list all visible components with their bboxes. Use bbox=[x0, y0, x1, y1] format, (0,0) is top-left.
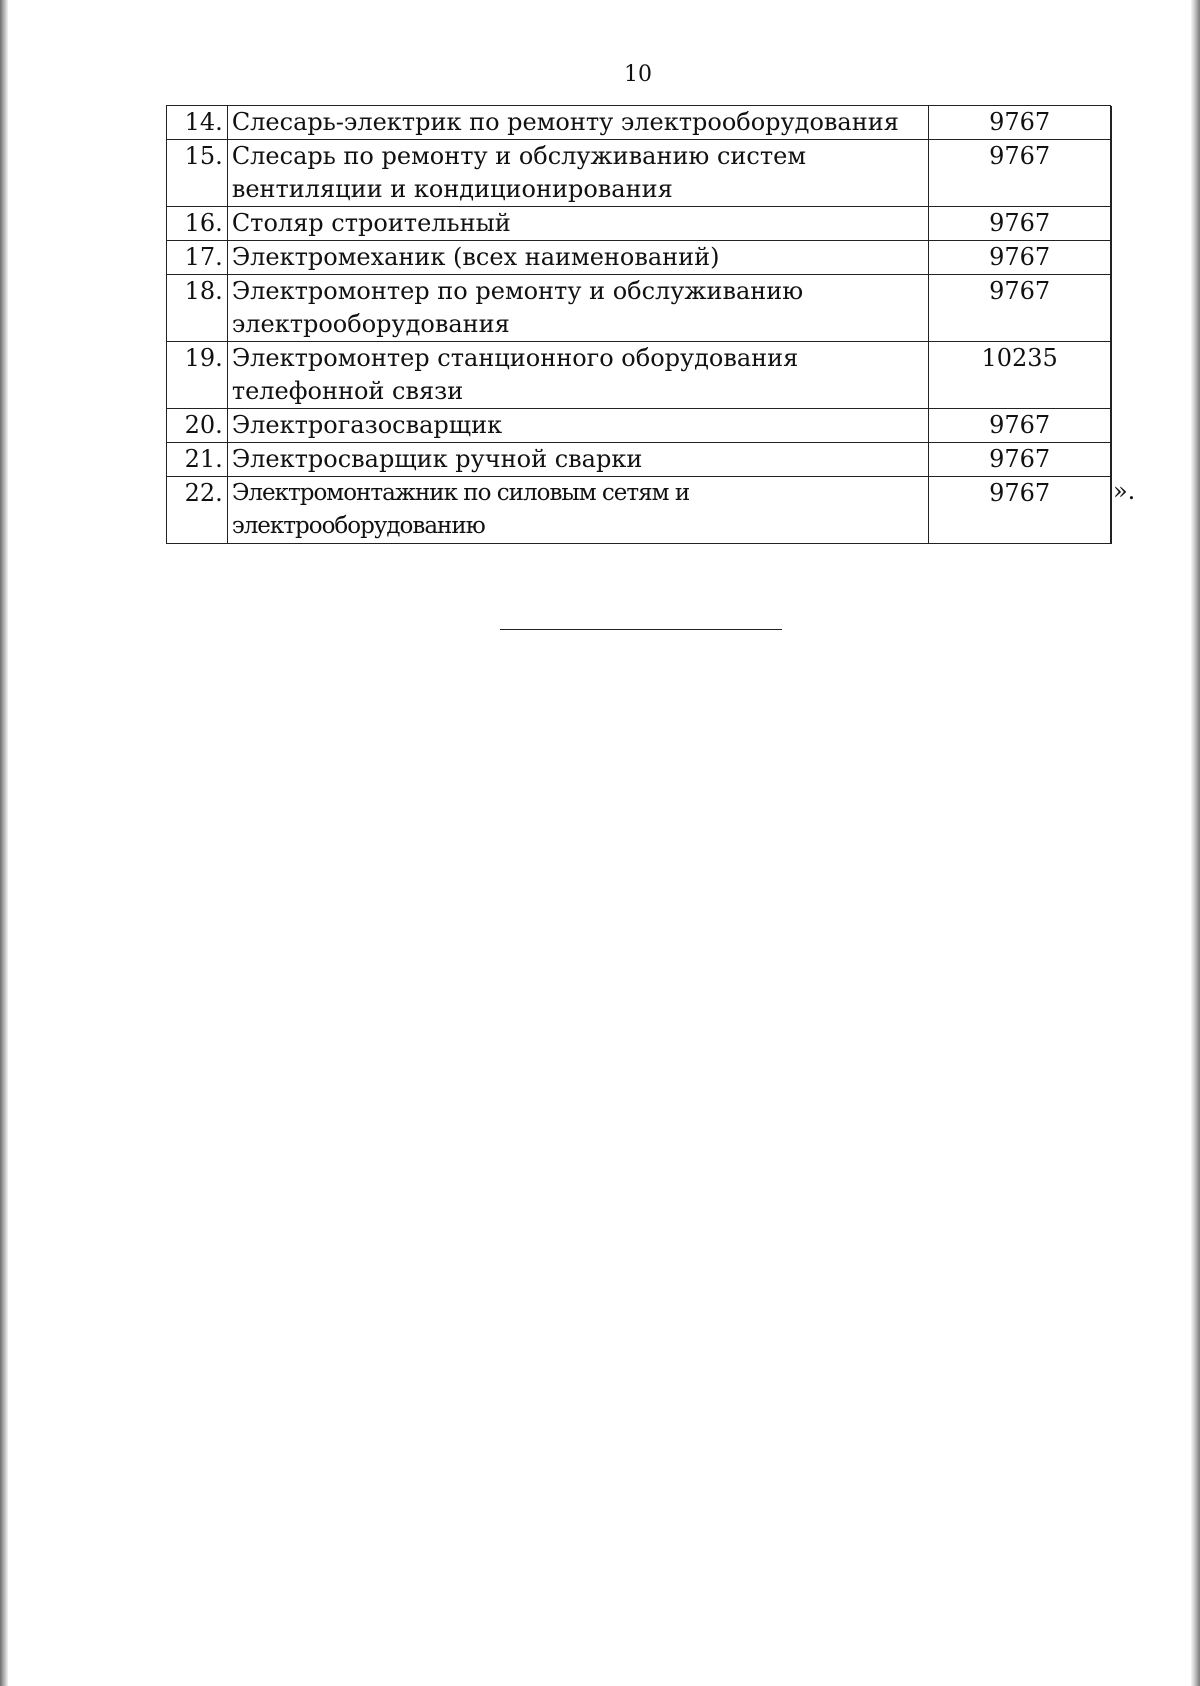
profession-code: 9767 bbox=[929, 241, 1111, 275]
profession-code: 9767 bbox=[929, 477, 1111, 544]
table-row bbox=[167, 140, 1112, 207]
scan-left-edge bbox=[0, 0, 8, 1686]
profession-code: 10235 bbox=[929, 342, 1111, 409]
separator-line bbox=[500, 629, 782, 630]
table-row bbox=[167, 409, 1112, 443]
profession-name: Слесарь-электрик по ремонту электрооборудования bbox=[227, 106, 928, 140]
profession-code: 9767 bbox=[929, 443, 1111, 477]
profession-code: 9767 bbox=[929, 207, 1111, 241]
empty-cell bbox=[1110, 477, 1111, 544]
table-row bbox=[167, 477, 1112, 544]
empty-cell bbox=[1110, 241, 1111, 275]
row-number: 21. bbox=[167, 443, 228, 477]
profession-name: Столяр строительный bbox=[227, 207, 928, 241]
table-row bbox=[167, 342, 1112, 409]
profession-name: Электромонтажник по силовым сетям и электрооборудованию bbox=[227, 477, 928, 544]
row-number: 14. bbox=[167, 106, 228, 140]
row-number: 17. bbox=[167, 241, 228, 275]
row-number: 18. bbox=[167, 275, 228, 342]
page-number: 10 bbox=[624, 62, 652, 87]
row-number: 16. bbox=[167, 207, 228, 241]
row-number: 22. bbox=[167, 477, 228, 544]
profession-name: Электрогазосварщик bbox=[227, 409, 928, 443]
empty-cell bbox=[1110, 140, 1111, 207]
empty-cell bbox=[1110, 443, 1111, 477]
table-row bbox=[167, 275, 1112, 342]
professions-table bbox=[166, 105, 1112, 544]
profession-code: 9767 bbox=[929, 275, 1111, 342]
table-row bbox=[167, 241, 1112, 275]
empty-cell bbox=[1110, 275, 1111, 342]
row-number: 19. bbox=[167, 342, 228, 409]
profession-name: Электромонтер по ремонту и обслуживанию электрооборудования bbox=[227, 275, 928, 342]
profession-code: 9767 bbox=[929, 140, 1111, 207]
empty-cell bbox=[1110, 342, 1111, 409]
table-row bbox=[167, 443, 1112, 477]
scan-right-edge bbox=[1191, 0, 1200, 1686]
profession-code: 9767 bbox=[929, 106, 1111, 140]
empty-cell bbox=[1110, 106, 1111, 140]
row-number: 20. bbox=[167, 409, 228, 443]
profession-name: Электромонтер станционного оборудования телефонной связи bbox=[227, 342, 928, 409]
profession-code: 9767 bbox=[929, 409, 1111, 443]
table-row bbox=[167, 207, 1112, 241]
profession-name: Электросварщик ручной сварки bbox=[227, 443, 928, 477]
empty-cell bbox=[1110, 207, 1111, 241]
table-row bbox=[167, 106, 1112, 140]
profession-name: Электромеханик (всех наименований) bbox=[227, 241, 928, 275]
empty-cell bbox=[1110, 409, 1111, 443]
profession-name: Слесарь по ремонту и обслуживанию систем вентиляции и кондиционирования bbox=[227, 140, 928, 207]
closing-quote: ». bbox=[1113, 477, 1136, 505]
row-number: 15. bbox=[167, 140, 228, 207]
